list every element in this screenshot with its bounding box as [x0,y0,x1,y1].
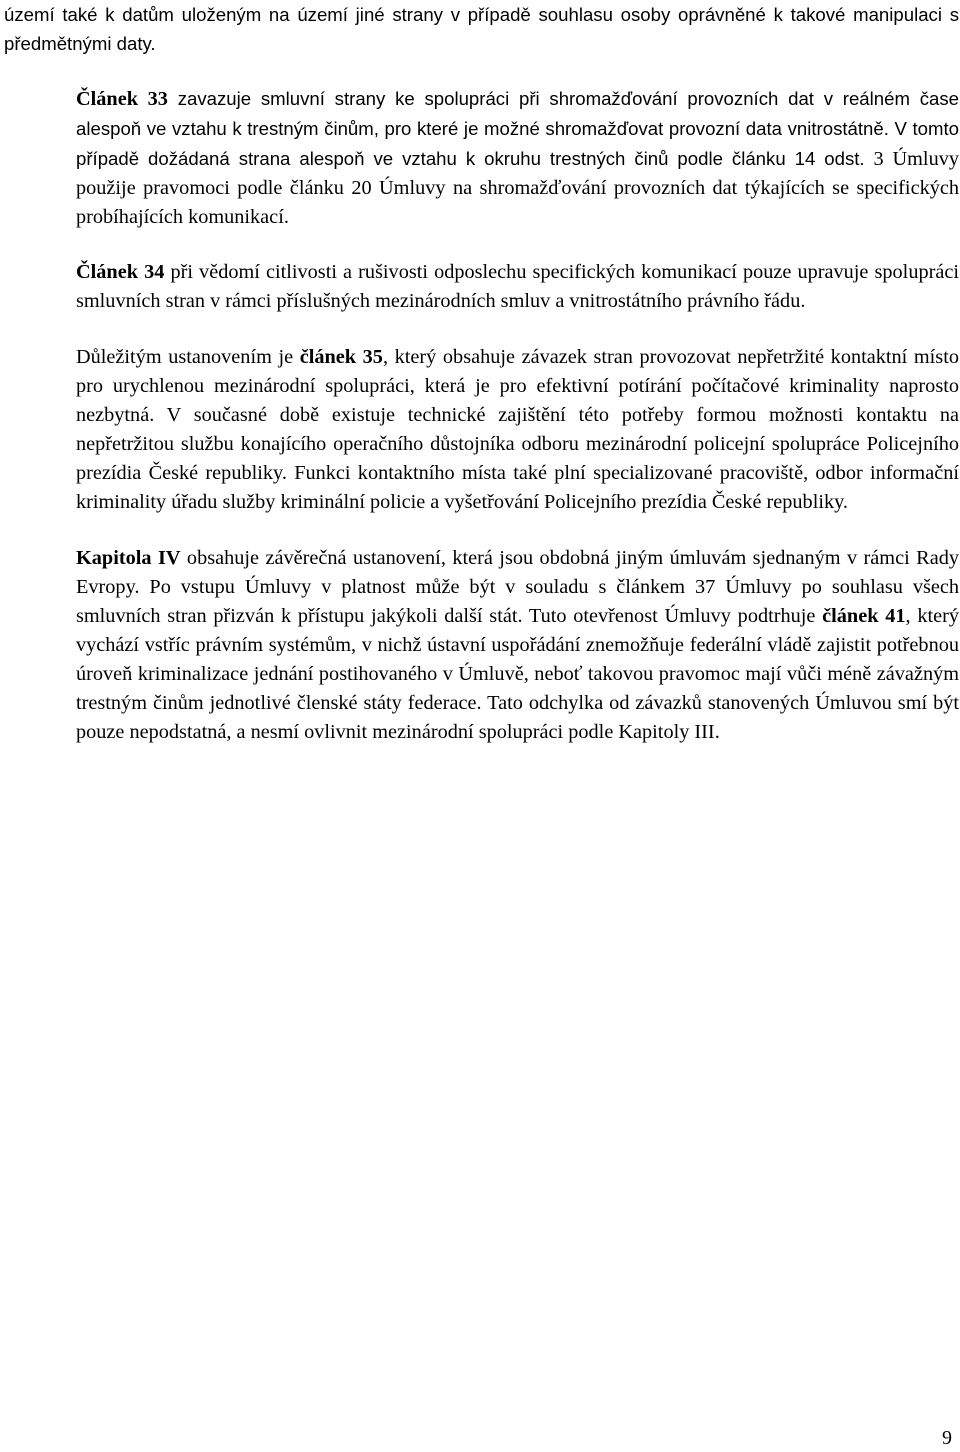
paragraph-gap [4,232,959,258]
chapter-4-heading: Kapitola IV [76,547,181,569]
paragraph-gap [4,58,959,84]
paragraph-article-35 [4,343,959,517]
document-page [4,0,959,747]
article-35-lead: Důležitým ustanovením je [76,346,300,368]
article-41-heading: článek 41 [822,605,906,627]
paragraph-gap [4,316,959,343]
article-34-text: při vědomí citlivosti a rušivosti odposlechu specifických komunikací pouze upravuje spolupráci smluvních stran v rámci příslušných mezinárodních smluv a vnitrostátního právního řádu. [76,261,959,312]
article-33-heading: Článek 33 [76,88,168,110]
paragraph-article-34 [4,258,959,316]
article-35-heading: článek 35 [299,346,383,368]
article-33-text-b: 3 Úmluvy použije pravomoci podle článku 20 Úmluvy na shromažďování provozních dat týkajících se specifických probíhajících komunikací. [76,148,959,228]
chapter-4-text-b: , který vychází vstříc právním systémům, v nichž ústavní uspořádání znemožňuje federální vládě zajistit potřebnou úroveň kriminalizace jednání postihovaného v Úmluvě, neboť takovou pravomoc mají vůči méně závažným trestným činům jednotlivé členské státy federace. Tato odchylka od závazků stanovených Úmluvou smí být pouze nepodstatná, a nesmí ovlivnit mezinárodní spolupráci podle Kapitoly III. [76,605,959,743]
article-33-text-a: zavazuje smluvní strany ke spolupráci při shromažďování provozních dat v reálném čase alespoň ve vztahu k trestným činům, pro které je možné shromažďovat provozní data vnitrostátně. V tomto případě dožádaná strana alespoň ve vztahu k okruhu trestných činů podle článku 14 odst. [76,88,959,169]
article-35-text: , který obsahuje závazek stran provozovat nepřetržité kontaktní místo pro urychlenou mezinárodní spolupráci, která je pro efektivní potírání počítačové kriminality naprosto nezbytná. V současné době existuje technické zajištění této potřeby formou možnosti kontaktu na nepřetržitou službu konajícího operačního důstojníka odboru mezinárodní policejní spolupráce Policejního prezídia České republiky. Funkci kontaktního místa také plní specializované pracoviště, odbor informační kriminality úřadu služby kriminální policie a vyšetřování Policejního prezídia České republiky. [76,346,959,513]
chapter-4-text-a: obsahuje závěrečná ustanovení, která jsou obdobná jiným úmluvám sjednaným v rámci Rady Evropy. Po vstupu Úmluvy v platnost může být v souladu s článkem 37 Úmluvy po souhlasu všech smluvních stran přizván k přístupu jakýkoli další stát. Tuto otevřenost Úmluvy podtrhuje [76,547,959,627]
paragraph-article-33 [4,84,959,232]
page-number: 9 [942,1427,952,1449]
paragraph-chapter-4 [4,544,959,747]
paragraph-continuation: území také k datům uloženým na území jiné strany v případě souhlasu osoby oprávněné k takové manipulaci s předmětnými daty. [4,4,959,54]
article-34-heading: Článek 34 [76,261,165,283]
paragraph-gap [4,517,959,544]
